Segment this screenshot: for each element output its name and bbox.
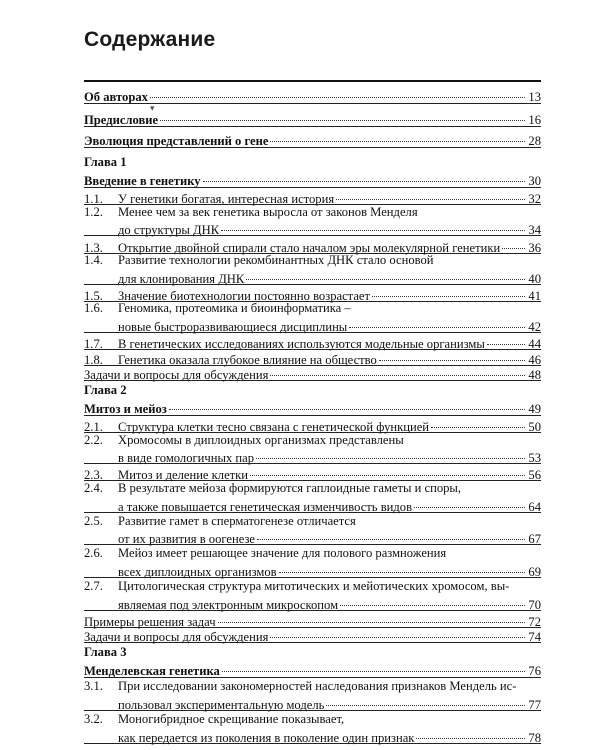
page-number: 78 bbox=[528, 730, 541, 745]
dot-leader bbox=[340, 591, 525, 606]
section-number: 2.7. bbox=[84, 579, 103, 594]
toc-entry-continuation bbox=[118, 496, 541, 512]
page-number: 72 bbox=[528, 614, 541, 629]
dot-leader bbox=[221, 216, 525, 231]
dot-leader bbox=[336, 185, 525, 200]
toc-entry bbox=[84, 237, 541, 253]
chapter-label: Глава 2 bbox=[84, 382, 127, 397]
entry-title-line: Геномика, протеомика и биоинформатика – bbox=[118, 301, 351, 316]
entry-title: Митоз и мейоз bbox=[84, 401, 167, 416]
page-number: 28 bbox=[528, 134, 541, 148]
chapter-heading bbox=[84, 660, 541, 676]
divider bbox=[84, 743, 541, 744]
page-number: 67 bbox=[528, 532, 541, 547]
toc-entry-front bbox=[84, 86, 541, 102]
entry-title: Об авторах bbox=[84, 90, 148, 104]
page-number: 74 bbox=[528, 630, 541, 645]
entry-title: Значение биотехнологии постоянно возрастает bbox=[118, 288, 371, 303]
dot-leader bbox=[270, 623, 525, 638]
section-number: 1.4. bbox=[84, 253, 103, 268]
entry-title-line: При исследовании закономерностей наследования признаков Мендель ис- bbox=[118, 679, 517, 694]
divider bbox=[84, 147, 541, 148]
chapter-label: Глава 3 bbox=[84, 645, 127, 659]
toc-entry bbox=[84, 188, 541, 207]
dot-leader bbox=[270, 127, 525, 142]
entry-title-line: Цитологическая структура митотических и мейотических хромосом, вы- bbox=[118, 579, 510, 594]
dot-leader bbox=[379, 346, 525, 361]
dot-leader bbox=[279, 558, 525, 573]
page-number: 70 bbox=[528, 597, 541, 612]
chapter-heading bbox=[84, 398, 541, 414]
dot-leader bbox=[222, 657, 525, 672]
dot-leader bbox=[270, 361, 525, 376]
section-number: 1.8. bbox=[84, 352, 103, 367]
page-number: 41 bbox=[528, 288, 541, 303]
entry-title-line: являемая под электронным микроскопом bbox=[118, 597, 339, 612]
toc-entry bbox=[84, 416, 541, 435]
entry-title: Предисловие bbox=[84, 113, 159, 127]
divider bbox=[84, 380, 541, 381]
page-number: 64 bbox=[528, 499, 541, 514]
entry-title: Структура клетки тесно связана с генетической функцией bbox=[118, 420, 430, 435]
entry-title-line: а также повышается генетическая изменчивость видов bbox=[118, 499, 413, 514]
page-number: 76 bbox=[528, 663, 541, 678]
entry-title-line: для клонирования ДНК bbox=[118, 271, 245, 286]
dot-leader bbox=[250, 461, 525, 476]
entry-title-line: В результате мейоза формируются гаплоидные гаметы и споры, bbox=[118, 481, 462, 495]
section-number: 3.1. bbox=[84, 679, 103, 694]
entry-title: Открытие двойной спирали стало началом эры молекулярной генетики bbox=[118, 240, 501, 255]
entry-title-line: от их развития в оогенезе bbox=[118, 532, 256, 547]
entry-title-line: в виде гомологичных пар bbox=[118, 451, 255, 466]
toc-entry-continuation bbox=[118, 561, 541, 577]
page-number: 50 bbox=[528, 420, 541, 435]
entry-title-line: пользовал экспериментальную модель bbox=[118, 697, 325, 712]
dot-leader bbox=[246, 265, 525, 280]
page-number: 44 bbox=[528, 337, 541, 352]
toc-entry bbox=[84, 364, 541, 383]
dot-leader bbox=[150, 83, 525, 98]
toc-entry-continuation bbox=[118, 694, 541, 710]
section-number: 2.2. bbox=[84, 432, 103, 447]
dot-leader bbox=[372, 282, 525, 297]
section-number: 1.5. bbox=[84, 288, 103, 303]
entry-title: Менделевская генетика bbox=[84, 663, 220, 678]
entry-title-line: Хромосомы в диплоидных организмах представлены bbox=[118, 432, 404, 447]
dot-leader bbox=[160, 106, 525, 121]
section-number: 2.4. bbox=[84, 481, 103, 495]
dot-leader bbox=[502, 234, 525, 249]
section-number: 3.2. bbox=[84, 711, 103, 726]
section-number: 1.2. bbox=[84, 204, 103, 219]
page-number: 32 bbox=[528, 192, 541, 207]
page-number: 49 bbox=[528, 401, 541, 416]
dot-leader bbox=[326, 691, 525, 706]
section-number: 2.1. bbox=[84, 420, 103, 435]
divider bbox=[84, 642, 541, 643]
page-number: 56 bbox=[528, 468, 541, 483]
entry-title: Введение в генетику bbox=[84, 173, 201, 188]
page-number: 69 bbox=[528, 565, 541, 579]
dot-leader bbox=[349, 313, 525, 328]
section-number: 2.5. bbox=[84, 513, 103, 528]
section-number: 1.7. bbox=[84, 337, 103, 352]
chapter-heading bbox=[84, 170, 541, 186]
entry-title-line: Мейоз имеет решающее значение для полового размножения bbox=[118, 546, 447, 561]
entry-title: Задачи и вопросы для обсуждения bbox=[84, 368, 269, 383]
page-number: 46 bbox=[528, 352, 541, 367]
entry-title-line: всех диплоидных организмов bbox=[118, 565, 277, 579]
entry-title: Эволюция представлений о гене bbox=[84, 134, 269, 148]
toc-entry-front bbox=[84, 130, 541, 146]
stray-mark: ▾ bbox=[150, 103, 155, 113]
page-number: 77 bbox=[528, 697, 541, 712]
toc-entry-continuation bbox=[118, 528, 541, 547]
page-number: 53 bbox=[528, 451, 541, 466]
dot-leader bbox=[203, 167, 525, 182]
dot-leader bbox=[414, 493, 525, 508]
entry-title-line: Менее чем за век генетика выросла от законов Менделя bbox=[118, 204, 418, 219]
dot-leader bbox=[218, 608, 525, 623]
entry-title: В генетических исследованиях используются модельные организмы bbox=[118, 337, 485, 352]
entry-title-line: Моногибридное скрещивание показывает, bbox=[118, 711, 345, 726]
page-number: 13 bbox=[528, 90, 541, 104]
page-number: 16 bbox=[528, 113, 541, 127]
toc-entry bbox=[84, 285, 541, 301]
section-number: 2.3. bbox=[84, 468, 103, 483]
page-number: 36 bbox=[528, 240, 541, 255]
entry-title: Задачи и вопросы для обсуждения bbox=[84, 630, 269, 645]
section-number: 1.6. bbox=[84, 301, 103, 316]
section-number: 1.3. bbox=[84, 240, 103, 255]
toc-entry-continuation bbox=[118, 316, 541, 332]
page-number: 34 bbox=[528, 223, 541, 238]
entry-title: Примеры решения задач bbox=[84, 614, 216, 629]
entry-title: Митоз и деление клетки bbox=[118, 468, 249, 483]
page-number: 30 bbox=[528, 173, 541, 188]
dot-leader bbox=[169, 395, 525, 410]
divider bbox=[84, 80, 541, 82]
section-number: 1.1. bbox=[84, 192, 103, 207]
page-title: Содержание bbox=[84, 28, 216, 51]
entry-title-line: как передается из поколения в поколение один признак bbox=[118, 730, 415, 745]
page-number: 40 bbox=[528, 271, 541, 286]
toc-entry bbox=[84, 464, 541, 483]
entry-title-line: новые быстроразвивающиеся дисциплины bbox=[118, 320, 348, 334]
page-number: 48 bbox=[528, 368, 541, 383]
entry-title: У генетики богатая, интересная история bbox=[118, 192, 335, 207]
dot-leader bbox=[487, 330, 525, 345]
toc-entry-continuation bbox=[118, 219, 541, 238]
dot-leader bbox=[431, 413, 525, 428]
entry-title-line: Развитие гамет в сперматогенезе отличается bbox=[118, 513, 356, 528]
page-number: 42 bbox=[528, 320, 541, 334]
dot-leader bbox=[416, 724, 525, 739]
dot-leader bbox=[256, 444, 525, 459]
entry-title: Генетика оказала глубокое влияние на общество bbox=[118, 352, 377, 367]
toc-entry-continuation bbox=[118, 727, 541, 743]
dot-leader bbox=[257, 525, 525, 540]
toc-entry bbox=[84, 626, 541, 645]
entry-title-line: до структуры ДНК bbox=[118, 223, 220, 238]
section-number: 2.6. bbox=[84, 546, 103, 561]
chapter-label: Глава 1 bbox=[84, 155, 127, 169]
entry-title-line: Развитие технологии рекомбинантных ДНК стало основой bbox=[118, 253, 434, 268]
